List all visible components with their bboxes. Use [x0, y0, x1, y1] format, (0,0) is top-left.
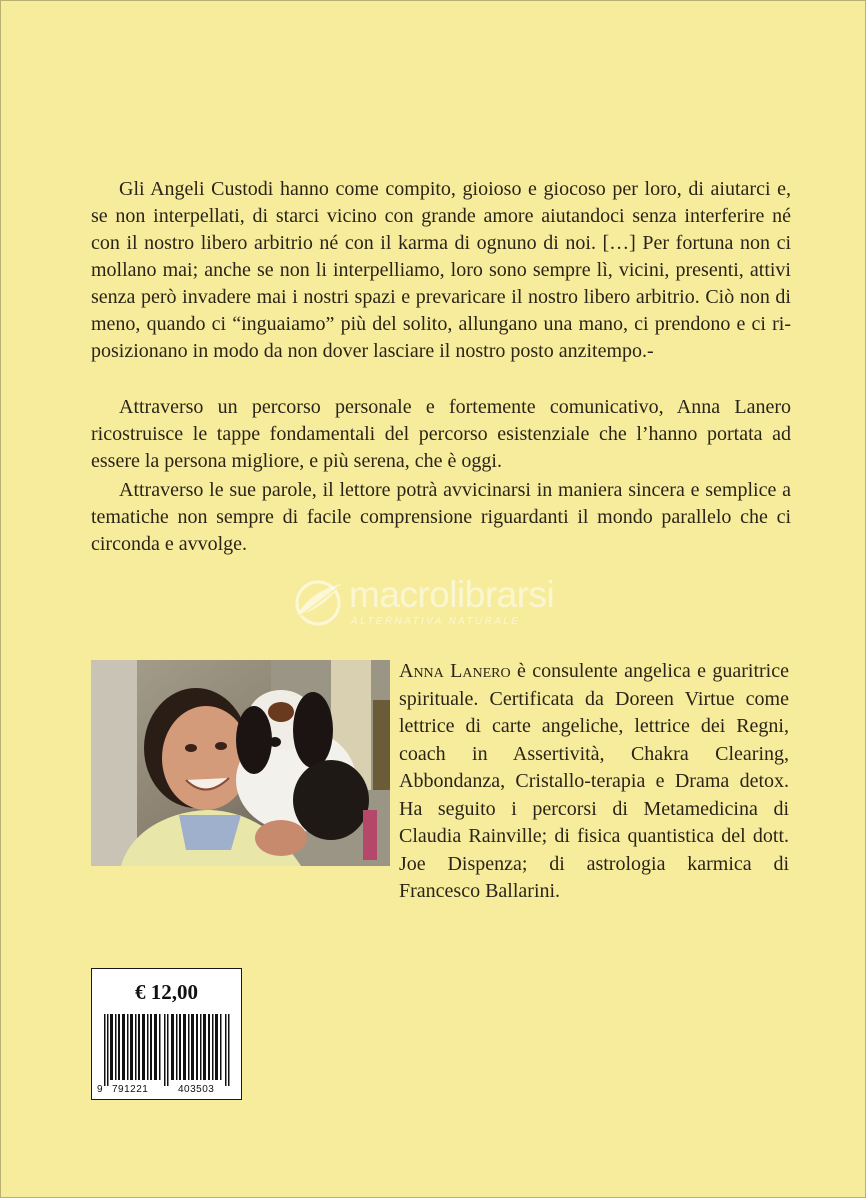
macrolibrarsi-watermark	[291, 574, 621, 634]
description-paragraph-2: Attraverso le sue parole, il lettore potrà avvicinarsi in maniera sincera e semplice a tematiche non sempre di facile comprensione riguardanti il mondo parallelo che ci circonda e avvolge.	[91, 479, 791, 555]
author-bio	[399, 658, 789, 906]
description-paragraph-1: Attraverso un percorso personale e fortemente comunicativo, Anna Lanero ricostruisce le tappe fondamentali del percorso esistenziale che l’hanno portata ad essere la persona migliore, e più serena, che è oggi.	[91, 396, 791, 472]
watermark-brand: macrolibrarsi	[349, 574, 555, 615]
author-name: Anna Lanero	[399, 660, 511, 682]
price-label: € 12,00	[135, 980, 198, 1004]
author-bio-text: è consulente angelica e guaritrice spirituale. Certificata da Doreen Virtue come lettrice di carte angeliche, lettrice dei Regni, coach in Assertività, Chakra Clearing, Abbondanza, Cristallo-terapia e Drama detox. Ha seguito i percorsi di Metamedicina di Claudia Rainville; di fisica quantistica del dott. Joe Dispenza; di astrologia karmica di Francesco Ballarini.	[399, 660, 789, 902]
quote-block	[91, 176, 791, 365]
barcode-icon	[104, 1014, 231, 1086]
watermark-tagline: ALTERNATIVA NATURALE	[351, 616, 521, 627]
barcode-box	[91, 968, 242, 1100]
isbn-prefix: 9	[97, 1084, 104, 1095]
isbn-group-1: 791221	[112, 1084, 149, 1095]
leaf-logo-icon	[291, 578, 345, 626]
author-photo	[91, 660, 390, 866]
book-description	[91, 394, 791, 558]
quote-paragraph: Gli Angeli Custodi hanno come compito, gioioso e giocoso per loro, di aiutarci e, se non interpellati, di starci vicino con grande amore aiutandoci senza interferire né con il nostro libero arbitrio né con il karma di ognuno di noi. […] Per fortuna non ci mollano mai; anche se non li interpelliamo, loro sono sempre lì, vicini, presenti, attivi senza però invadere mai i nostri spazi e prevaricare il nostro libero arbitrio. Ciò non di meno, quando ci “inguaiamo” più del solito, allungano una mano, ci prendono e ci ri-posizionano in modo da non dover lasciare il nostro posto anzitempo.-	[91, 178, 791, 362]
isbn-group-2: 403503	[178, 1084, 215, 1095]
